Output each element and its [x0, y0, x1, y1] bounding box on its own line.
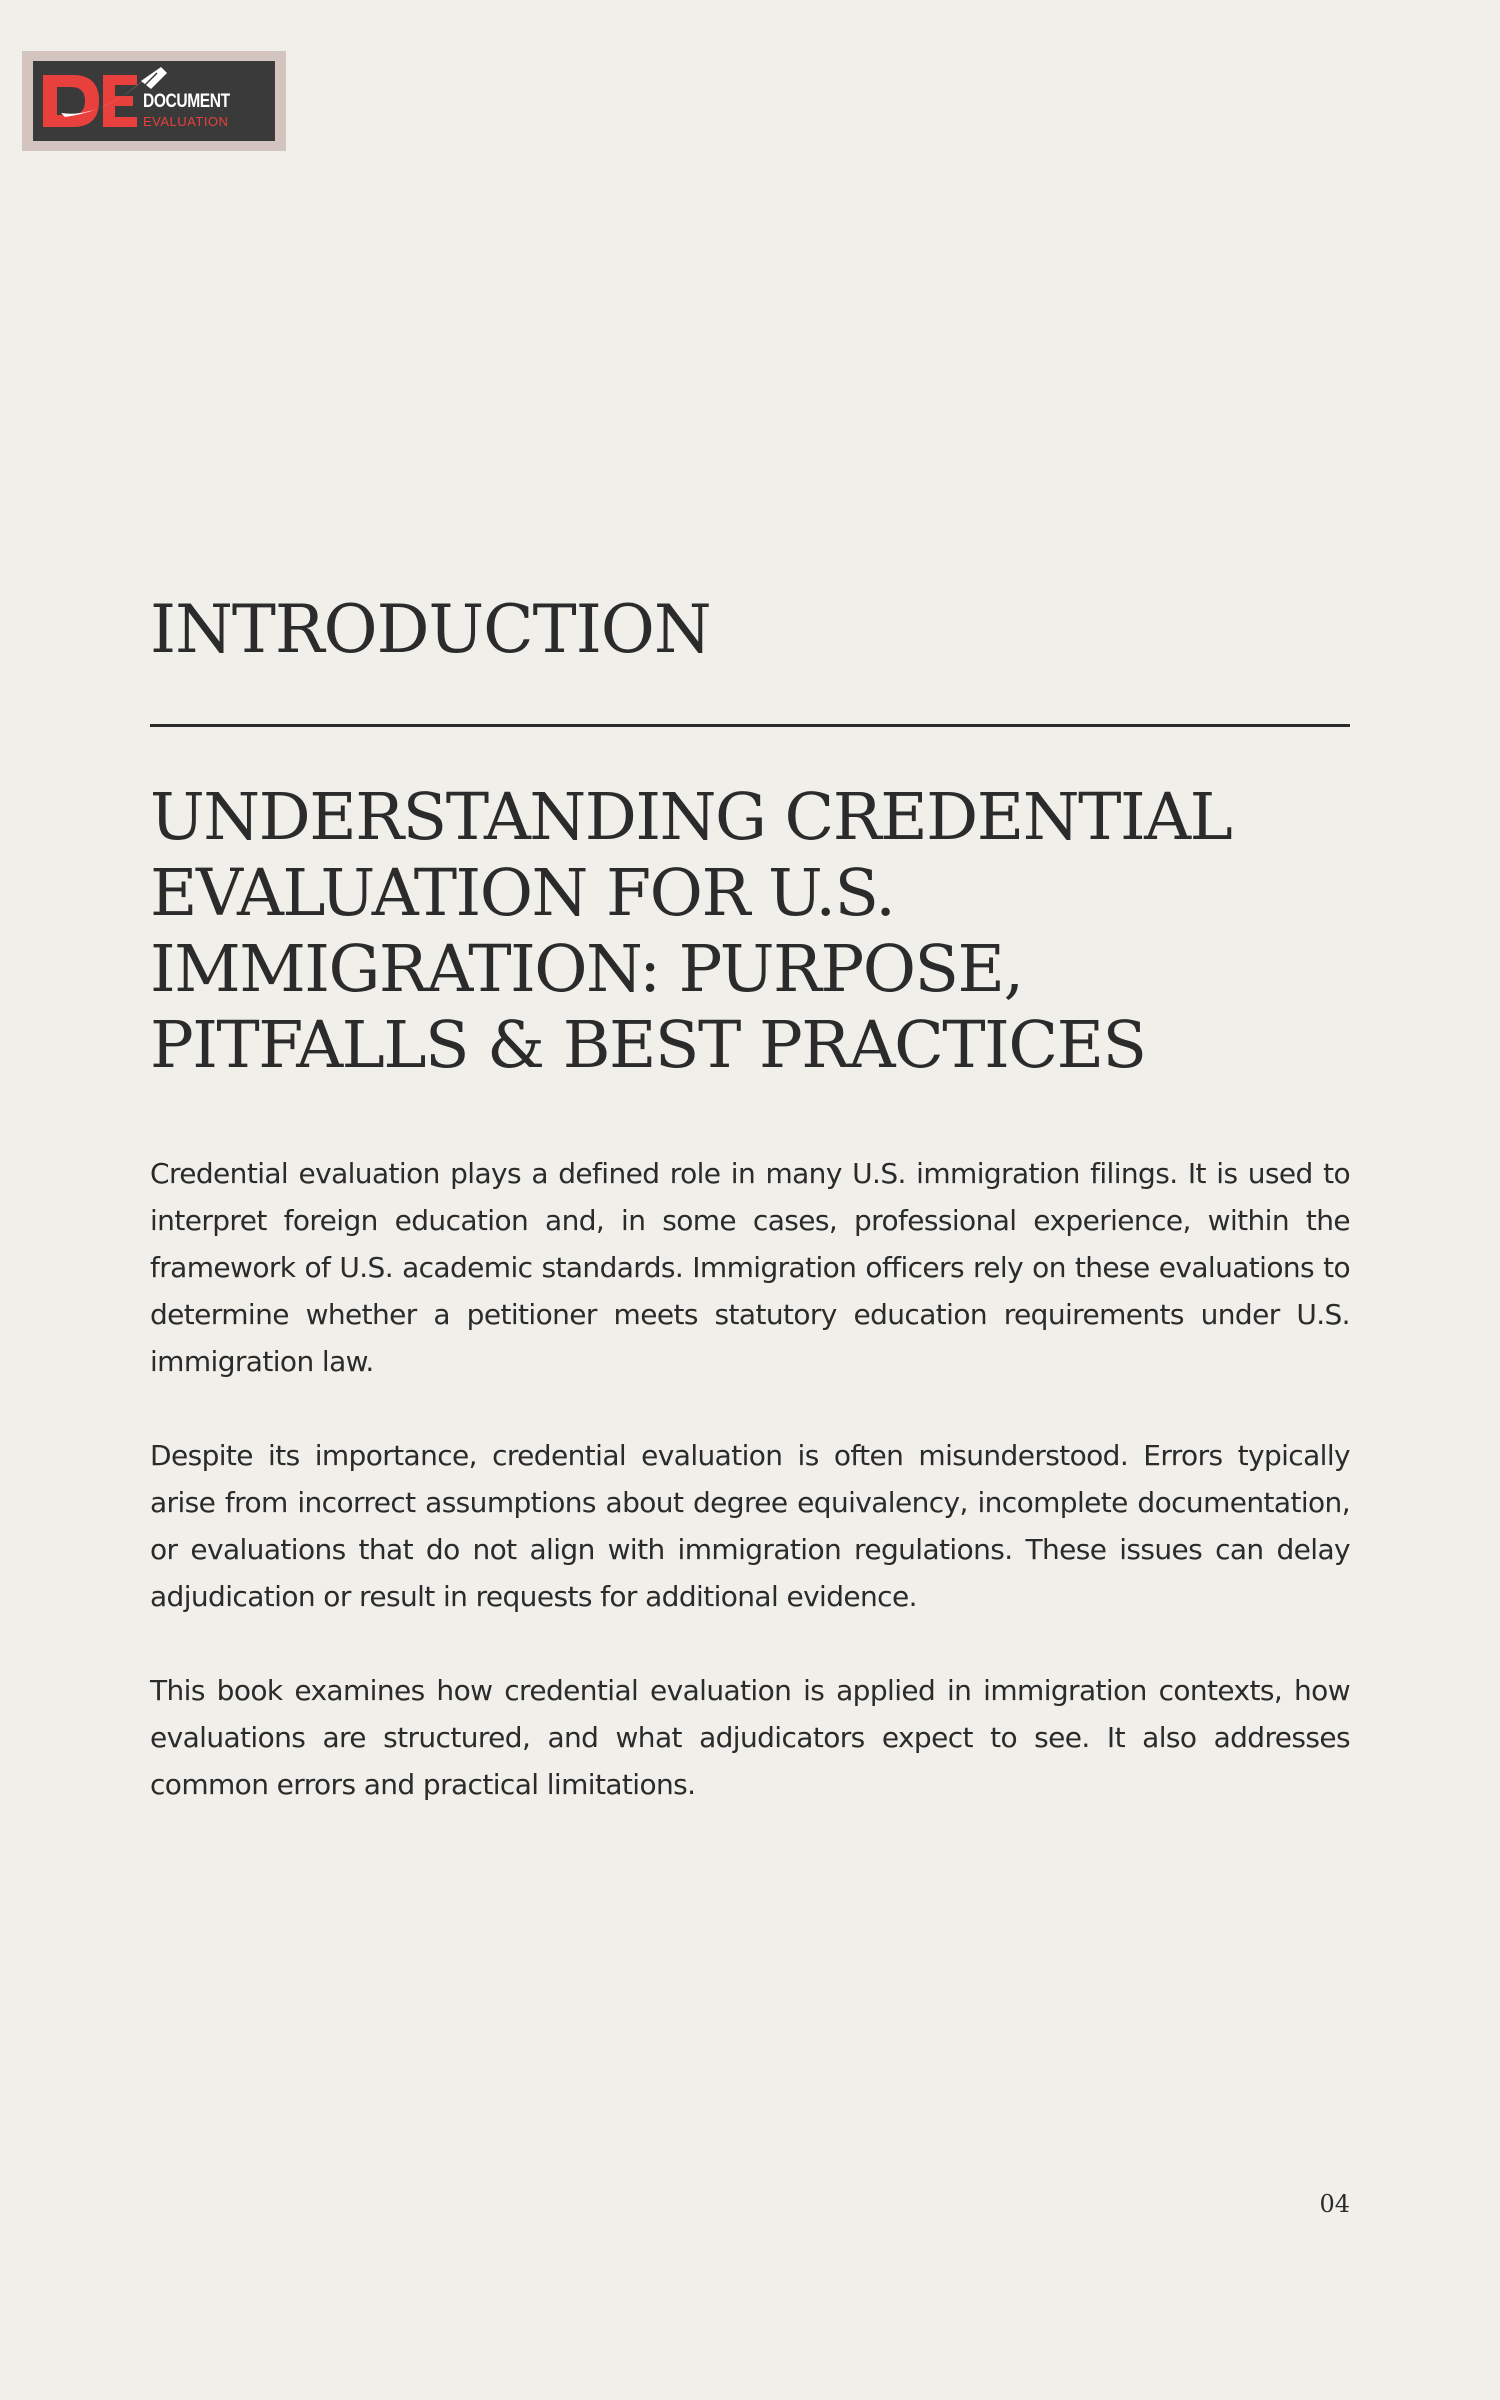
logo-word-evaluation: EVALUATION — [143, 114, 229, 129]
logo-badge — [33, 61, 275, 141]
body-text — [150, 1150, 1350, 1855]
logo-word-document: DOCUMENT — [143, 91, 230, 112]
divider — [150, 724, 1350, 727]
brand-logo — [22, 51, 286, 151]
paragraph: This book examines how credential evaluation is applied in immigration contexts, how evaluations are structured, and what adjudicators expect to see. It also addresses common errors and practical limitations. — [150, 1674, 1350, 1801]
paragraph: Credential evaluation plays a defined role in many U.S. immigration filings. It is used to interpret foreign education and, in some cases, professional experience, within the framework of U.S. academic standards. Immigration officers rely on these evaluations to determine whether a petitioner meets statutory education requirements under U.S. immigration law. — [150, 1157, 1350, 1378]
chapter-title: UNDERSTANDING CREDENTIAL EVALUATION FOR U.S. IMMIGRATION: PURPOSE, PITFALLS & BEST PRACTICES — [150, 780, 1232, 1083]
section-label: INTRODUCTION — [150, 591, 711, 668]
page-number: 04 — [1319, 2190, 1350, 2218]
paragraph: Despite its importance, credential evaluation is often misunderstood. Errors typically arise from incorrect assumptions about degree equivalency, incomplete documentation, or evaluations that do not align with immigration regulations. These issues can delay adjudication or result in requests for additional evidence. — [150, 1439, 1350, 1613]
